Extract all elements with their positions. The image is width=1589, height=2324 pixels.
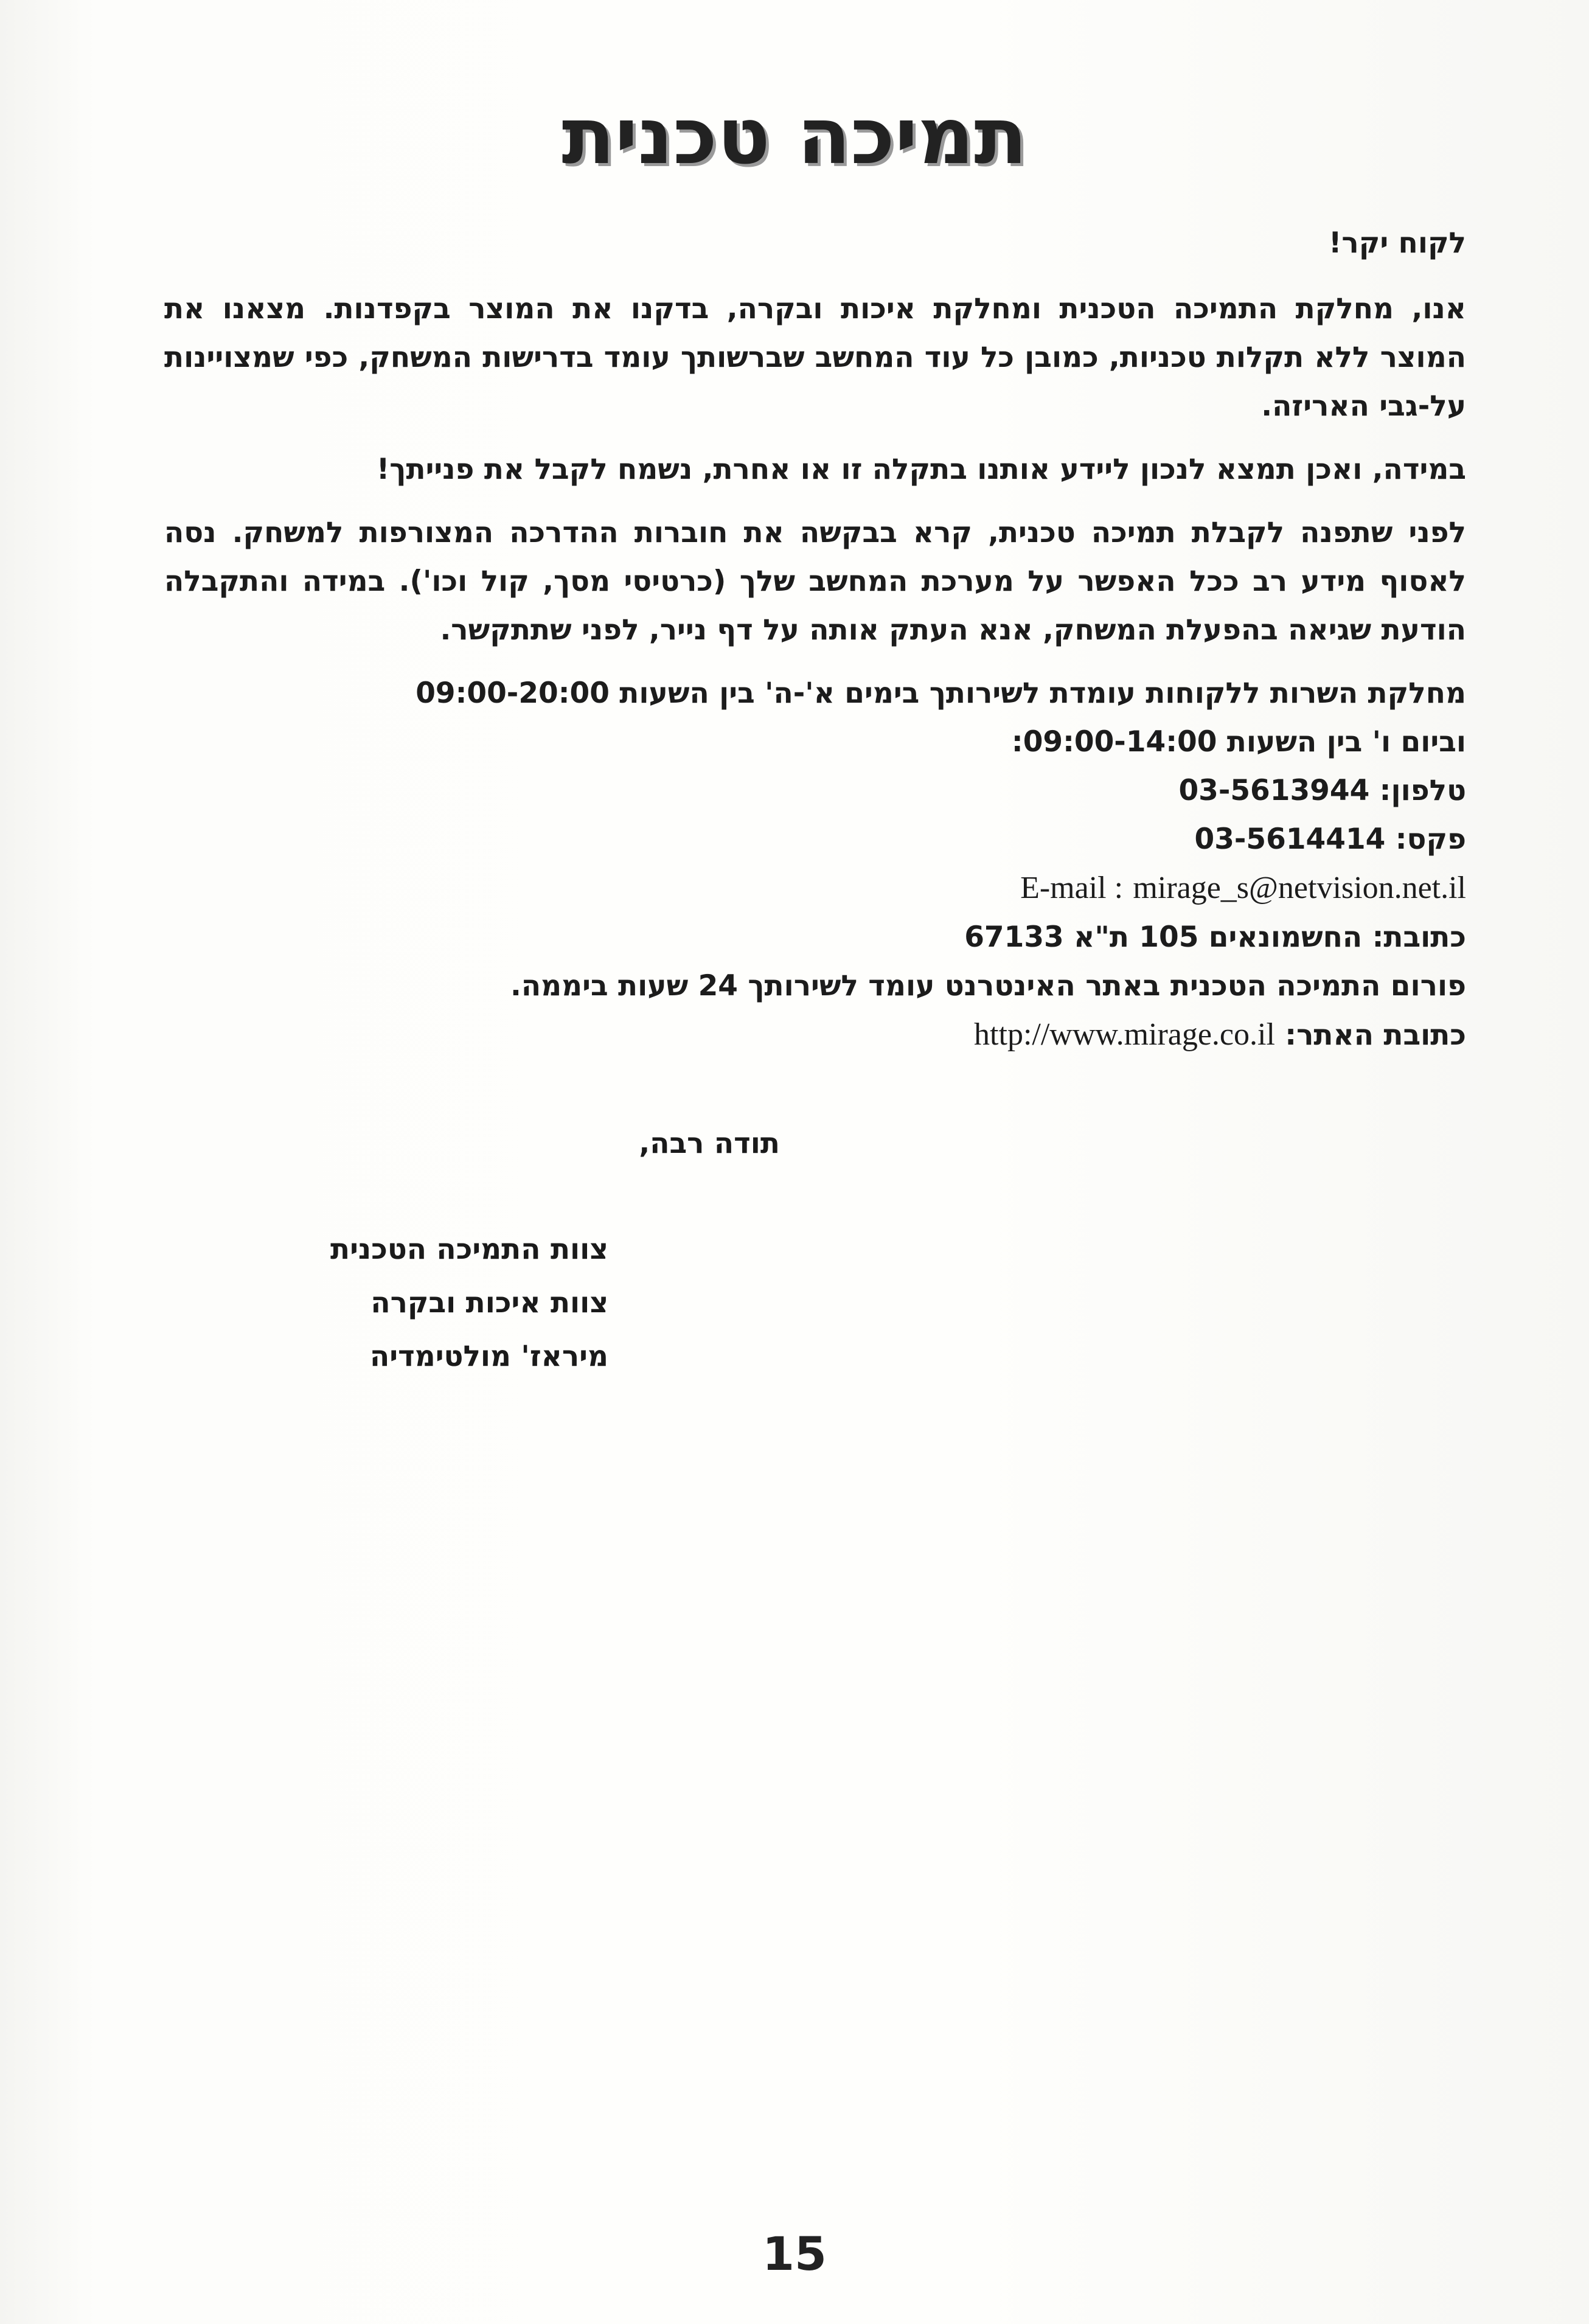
email-label: E-mail : [1020, 871, 1124, 905]
greeting: לקוח יקר! [1328, 226, 1466, 260]
phone-label: טלפון: [1379, 774, 1466, 807]
hours-weekdays: מחלקת השרות ללקוחות עומדת לשירותך בימים א'-ה' בין השעות 09:00-20:00 [416, 677, 1466, 710]
paragraph-before-contact: לפני שתפנה לקבלת תמיכה טכנית, קרא בבקשה את חוברות ההדרכה המצורפות למשחק. נסה לאסוף מידע רב ככל האפשר על מערכת המחשב שלך (כרטיסי מסך, קול וכו'). במידה והתקבלה הודעת שגיאה בהפעלת המשחק, אנא העתק אותה על דף נייר, לפני שתתקשר. [164, 516, 1466, 647]
paragraph-intro: אנו, מחלקת התמיכה הטכנית ומחלקת איכות ובקרה, בדקנו את המוצר בקפדנות. מצאנו את המוצר ללא תקלות טכניות, כמובן כל עוד המחשב שברשותך עומד בדרישות המשחק, כפי שמצויינות על-גבי האריזה. [164, 292, 1466, 423]
address-line: כתובת: החשמונאים 105 ת"א 67133 [964, 920, 1466, 954]
paragraph-report-issue: במידה, ואכן תמצא לנכון ליידע אותנו בתקלה זו או אחרת, נשמח לקבל את פנייתך! [376, 453, 1466, 486]
phone-line [164, 767, 1466, 815]
hours-friday: וביום ו' בין השעות 09:00-14:00: [1011, 725, 1466, 759]
website-line [164, 1011, 1466, 1060]
email-address: mirage_s@netvision.net.il [1133, 871, 1466, 905]
email-line [164, 864, 1466, 913]
website-label: כתובת האתר: [1285, 1018, 1466, 1052]
page-number: 15 [762, 2227, 827, 2281]
signature-line-support: צוות התמיכה הטכנית [330, 1233, 608, 1266]
closing: תודה רבה, [639, 1127, 780, 1160]
signature-line-company: מיראז' מולטימדיה [369, 1340, 608, 1373]
signature-block [330, 1223, 608, 1383]
fax-line [164, 815, 1466, 864]
signature-line-qa: צוות איכות ובקרה [370, 1286, 608, 1320]
phone-number: 03-5613944 [1178, 774, 1370, 807]
page-title: תמיכה טכנית [562, 91, 1027, 182]
fax-number: 03-5614414 [1194, 823, 1386, 856]
letter-body [164, 219, 1466, 1060]
fax-label: פקס: [1395, 823, 1466, 856]
forum-line: פורום התמיכה הטכנית באתר האינטרנט עומד לשירותך 24 שעות ביממה. [510, 969, 1466, 1003]
website-url: http://www.mirage.co.il [974, 1017, 1275, 1052]
